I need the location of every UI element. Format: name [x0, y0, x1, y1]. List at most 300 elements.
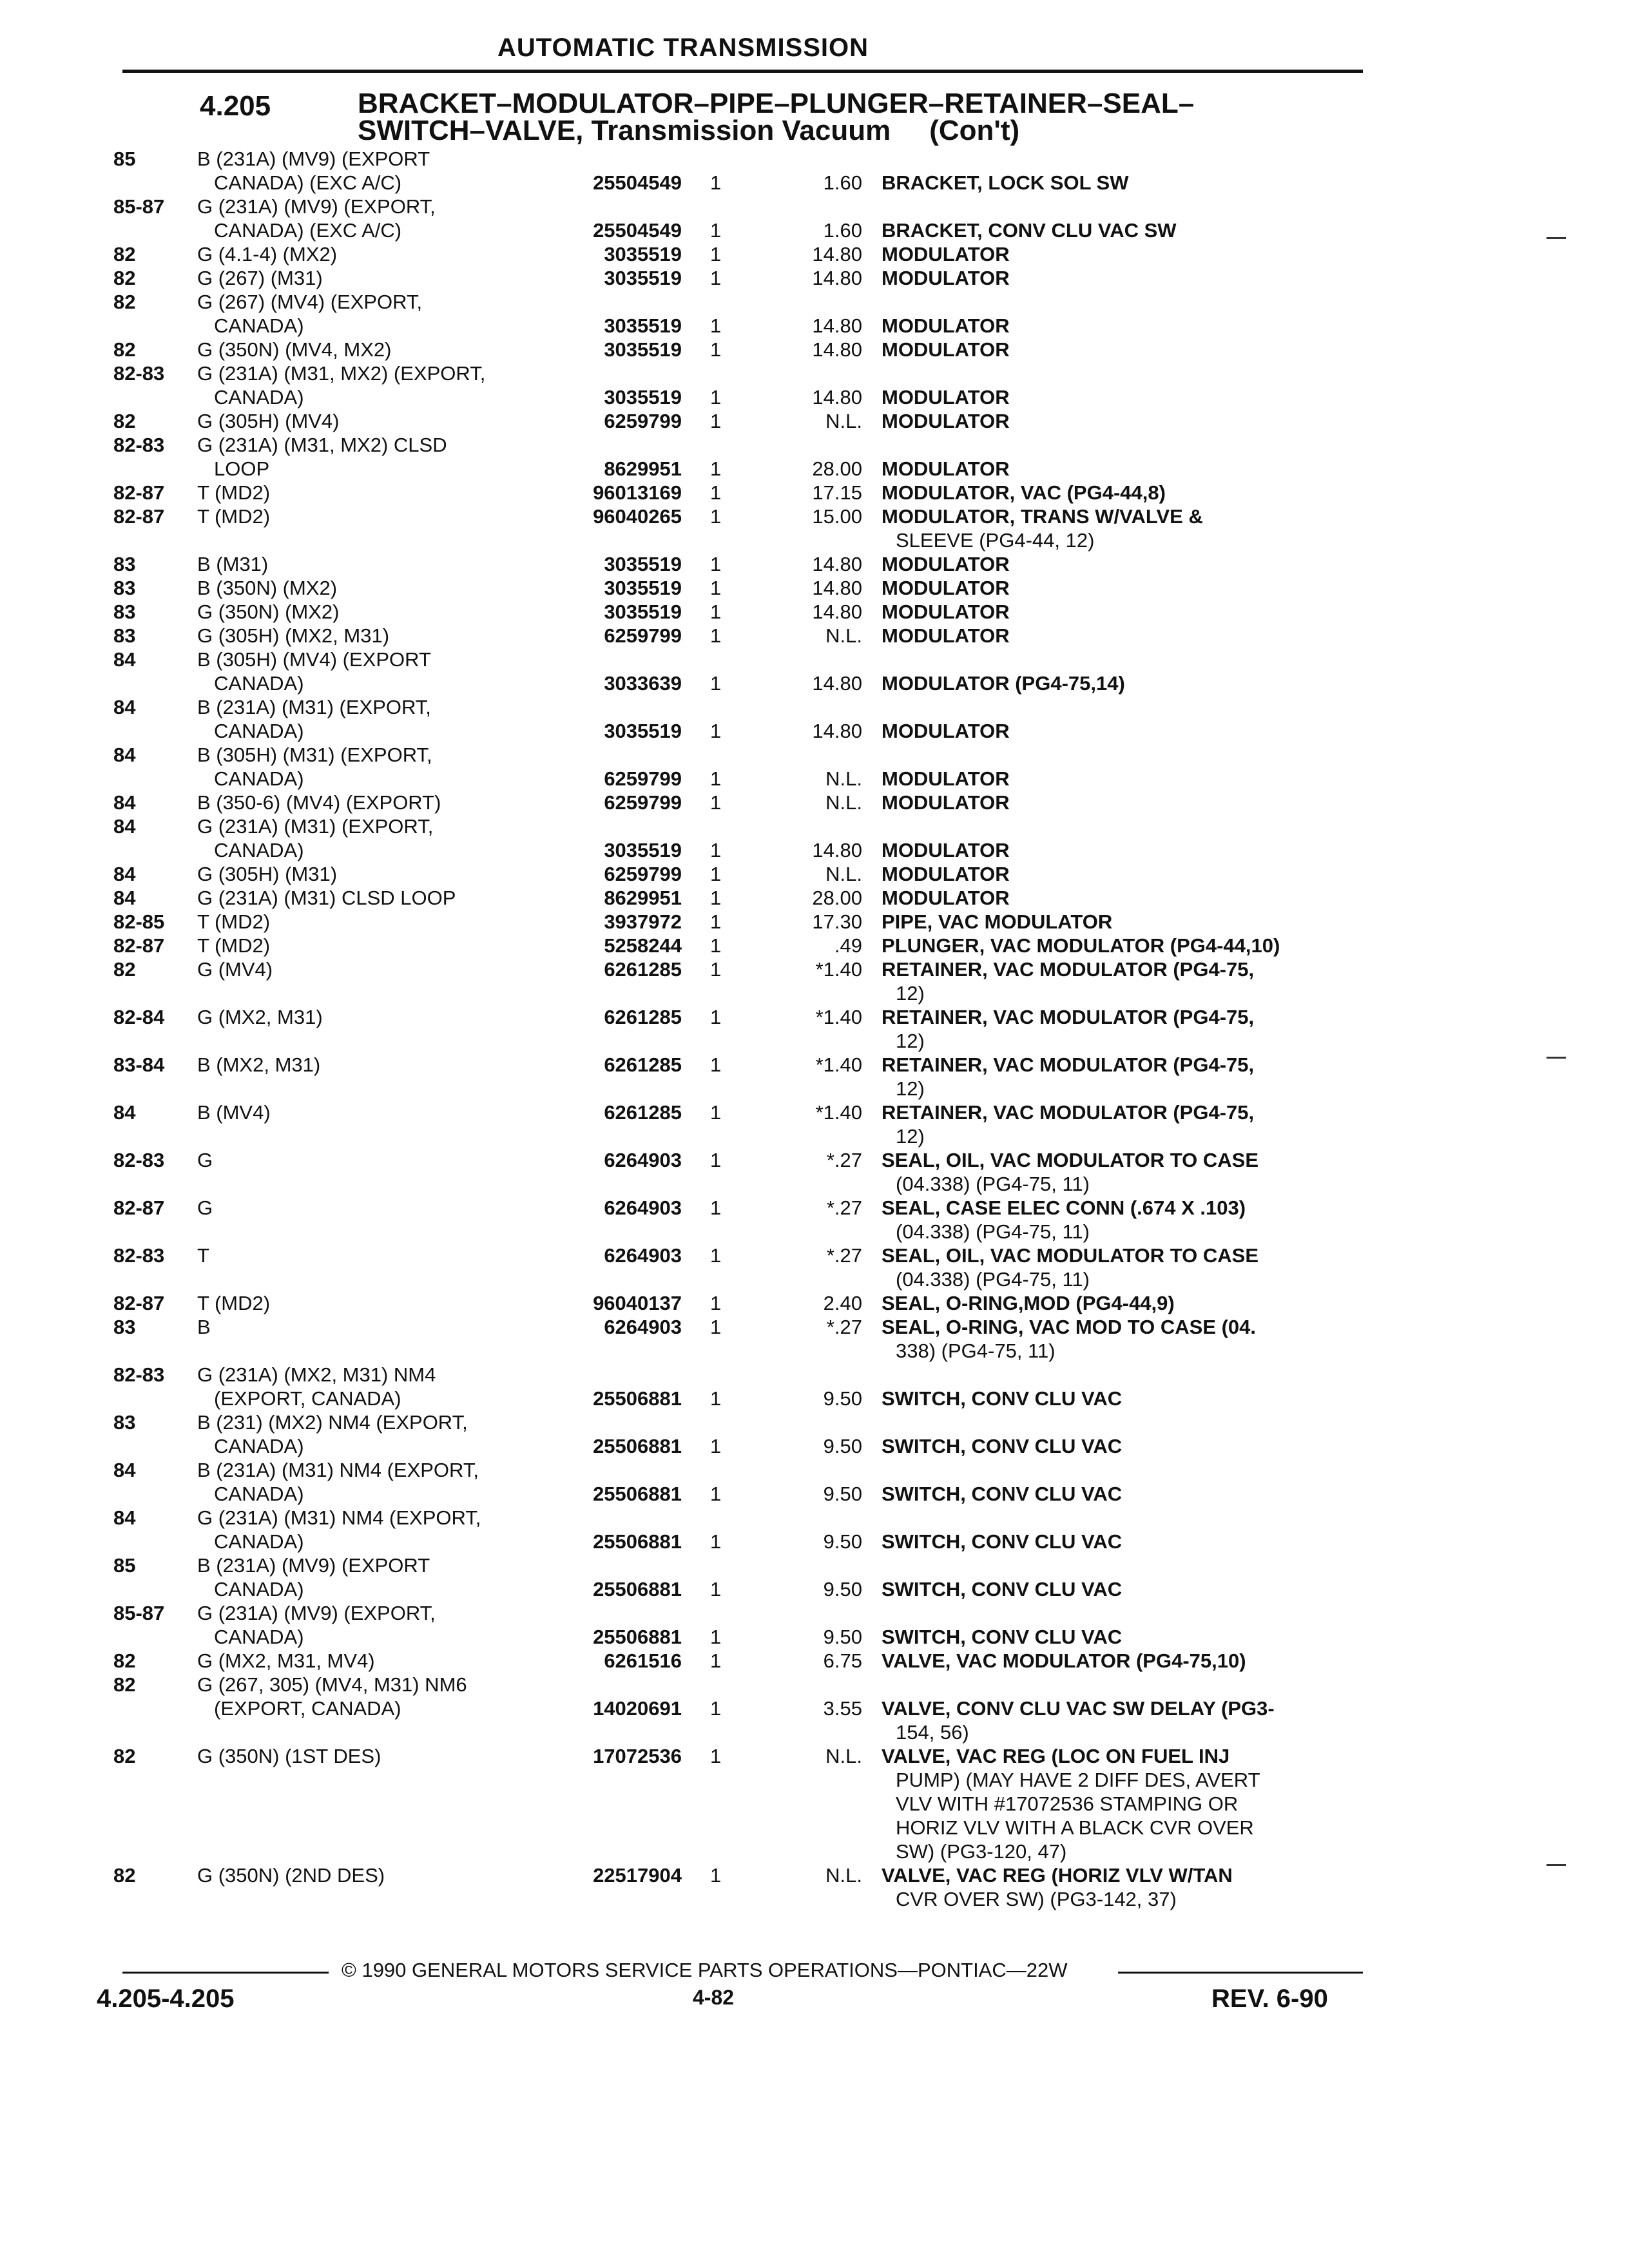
description-line: VALVE, CONV CLU VAC SW DELAY (PG3-: [882, 1697, 1275, 1720]
application: [197, 695, 431, 743]
description: [882, 1196, 1365, 1244]
application-line: B: [197, 1316, 211, 1338]
quantity: 1: [710, 1196, 722, 1219]
description: [882, 1148, 1365, 1196]
model-year: 83: [113, 624, 136, 647]
model-year: 84: [113, 1459, 136, 1481]
quantity: 1: [710, 720, 722, 742]
quantity: 1: [710, 171, 722, 194]
description-line: VALVE, VAC REG (HORIZ VLV W/TAN: [882, 1864, 1233, 1887]
description-line: 12): [896, 1077, 925, 1100]
description: [882, 1100, 1365, 1148]
quantity: 1: [710, 910, 722, 933]
application: [197, 957, 273, 981]
price: N.L.: [825, 767, 862, 790]
application: [197, 433, 447, 481]
price: *1.40: [815, 1101, 862, 1124]
application-line: T (MD2): [197, 505, 271, 528]
quantity: 1: [710, 934, 722, 957]
quantity: 1: [710, 457, 722, 480]
quantity: 1: [710, 1316, 722, 1338]
application-line: B (231) (MX2) NM4 (EXPORT,: [197, 1411, 468, 1434]
application-line: CANADA): [214, 1626, 304, 1648]
description-line: MODULATOR: [882, 863, 1010, 885]
application-line: (EXPORT, CANADA): [214, 1697, 401, 1720]
application-line: T (MD2): [197, 934, 271, 957]
part-number: 6261285: [604, 1053, 682, 1076]
model-year: 85: [113, 148, 136, 170]
quantity: 1: [710, 577, 722, 599]
application-line: CANADA): [214, 1483, 304, 1505]
quantity: 1: [710, 1626, 722, 1648]
model-year: 83-84: [113, 1053, 165, 1076]
model-year: 83: [113, 1411, 136, 1434]
price: N.L.: [825, 863, 862, 885]
price: 17.30: [812, 910, 862, 933]
quantity: 1: [710, 219, 722, 242]
application: [197, 552, 268, 576]
application-line: B (M31): [197, 553, 269, 575]
price: 3.55: [823, 1697, 862, 1720]
footer-page-number: 4-82: [693, 1986, 735, 2009]
description: [882, 338, 1365, 361]
application-line: G (231A) (M31) (EXPORT,: [197, 815, 434, 838]
price: *1.40: [815, 958, 862, 981]
part-number: 3035519: [604, 338, 682, 361]
model-year: 82: [113, 1649, 136, 1672]
description: [882, 1482, 1365, 1506]
description-line: SEAL, OIL, VAC MODULATOR TO CASE: [882, 1149, 1259, 1171]
application: [197, 1148, 213, 1172]
model-year: 82-87: [113, 481, 165, 504]
application: [197, 862, 337, 886]
application: [197, 1053, 320, 1077]
quantity: 1: [710, 958, 722, 981]
application-line: B (231A) (MV9) (EXPORT: [197, 1554, 430, 1577]
application: [197, 1601, 436, 1649]
price: 14.80: [812, 386, 862, 408]
application-line: B (MV4): [197, 1101, 271, 1124]
description: [882, 218, 1365, 242]
quantity: 1: [710, 1006, 722, 1028]
application: [197, 1410, 468, 1458]
quantity: 1: [710, 1053, 722, 1076]
price: 2.40: [823, 1292, 862, 1314]
description: [882, 862, 1365, 886]
model-year: 82-87: [113, 1292, 165, 1314]
part-number: 96040265: [593, 505, 682, 528]
application: [197, 481, 270, 505]
application: [197, 505, 270, 528]
model-year: 83: [113, 601, 136, 623]
part-number: 25504549: [593, 219, 682, 242]
application-line: G (350N) (MX2): [197, 601, 340, 623]
description: [882, 171, 1365, 195]
quantity: 1: [710, 1387, 722, 1410]
price: 28.00: [812, 887, 862, 909]
model-year: 82: [113, 338, 136, 361]
application: [197, 600, 339, 624]
application: [197, 1506, 481, 1553]
description-line: SLEEVE (PG4-44, 12): [896, 529, 1095, 552]
description-line: SWITCH, CONV CLU VAC: [882, 1483, 1123, 1505]
description-line: MODULATOR: [882, 314, 1010, 337]
part-number: 25506881: [593, 1626, 682, 1648]
price: 14.80: [812, 577, 862, 599]
model-year: 84: [113, 887, 136, 909]
description-line: SEAL, OIL, VAC MODULATOR TO CASE: [882, 1244, 1259, 1267]
description-line: CVR OVER SW) (PG3-142, 37): [896, 1888, 1177, 1910]
part-number: 25506881: [593, 1578, 682, 1600]
model-year: 82-83: [113, 1244, 165, 1267]
application-line: G (4.1-4) (MX2): [197, 243, 338, 265]
part-number: 3035519: [604, 577, 682, 599]
description-line: HORIZ VLV WITH A BLACK CVR OVER: [896, 1816, 1254, 1839]
application-line: CANADA): [214, 672, 304, 695]
description-line: RETAINER, VAC MODULATOR (PG4-75,: [882, 1006, 1255, 1028]
part-number: 3035519: [604, 601, 682, 623]
part-number: 96013169: [593, 481, 682, 504]
description: [882, 576, 1365, 600]
price: 17.15: [812, 481, 862, 504]
model-year: 82-85: [113, 910, 165, 933]
section-title-line1: BRACKET–MODULATOR–PIPE–PLUNGER–RETAINER–SEAL–: [358, 88, 1195, 119]
application: [197, 1649, 375, 1673]
quantity: 1: [710, 1244, 722, 1267]
part-number: 3033639: [604, 672, 682, 695]
price: 15.00: [812, 505, 862, 528]
application: [197, 1244, 209, 1267]
application-line: G (231A) (M31) CLSD LOOP: [197, 887, 456, 909]
application-line: G (305H) (MV4): [197, 410, 340, 432]
application-line: T (MD2): [197, 481, 271, 504]
price: 9.50: [823, 1483, 862, 1505]
part-number: 3035519: [604, 386, 682, 408]
quantity: 1: [710, 505, 722, 528]
part-number: 8629951: [604, 887, 682, 909]
section-title-line2: SWITCH–VALVE, Transmission Vacuum: [358, 115, 891, 146]
description-line: MODULATOR: [882, 386, 1010, 408]
description-line: MODULATOR: [882, 267, 1010, 289]
quantity: 1: [710, 243, 722, 265]
model-year: 82: [113, 291, 136, 313]
application-line: G (231A) (M31, MX2) (EXPORT,: [197, 362, 486, 385]
application-line: G: [197, 1196, 213, 1219]
description: [882, 385, 1365, 409]
description: [882, 552, 1365, 576]
description-line: BRACKET, LOCK SOL SW: [882, 171, 1129, 194]
quantity: 1: [710, 410, 722, 432]
margin-mark: [1547, 237, 1566, 239]
description: [882, 481, 1365, 505]
application: [197, 1005, 323, 1029]
description-line: MODULATOR: [882, 624, 1010, 647]
quantity: 1: [710, 314, 722, 337]
price: 14.80: [812, 672, 862, 695]
model-year: 84: [113, 696, 136, 718]
description: [882, 1434, 1365, 1458]
part-number: 25504549: [593, 171, 682, 194]
model-year: 85: [113, 1554, 136, 1577]
quantity: 1: [710, 267, 722, 289]
footer-copyright: © 1990 GENERAL MOTORS SERVICE PARTS OPERATIONS—PONTIAC—22W: [342, 1959, 1068, 1981]
description: [882, 457, 1365, 481]
part-number: 6259799: [604, 791, 682, 814]
application-line: G (MV4): [197, 958, 273, 981]
model-year: 83: [113, 1316, 136, 1338]
model-year: 82: [113, 1673, 136, 1696]
model-year: 84: [113, 648, 136, 671]
model-year: 82: [113, 1745, 136, 1767]
application: [197, 1863, 385, 1887]
quantity: 1: [710, 1578, 722, 1600]
description-line: 12): [896, 982, 925, 1004]
part-number: 3937972: [604, 910, 682, 933]
quantity: 1: [710, 791, 722, 814]
price: N.L.: [825, 1864, 862, 1887]
description-line: (04.338) (PG4-75, 11): [896, 1173, 1090, 1195]
application: [197, 338, 391, 361]
price: 9.50: [823, 1387, 862, 1410]
description: [882, 1744, 1365, 1863]
part-number: 25506881: [593, 1530, 682, 1553]
description: [882, 1244, 1365, 1291]
description-line: PIPE, VAC MODULATOR: [882, 910, 1113, 933]
application-line: G (350N) (2ND DES): [197, 1864, 385, 1887]
price: 9.50: [823, 1435, 862, 1457]
description-line: SWITCH, CONV CLU VAC: [882, 1387, 1123, 1410]
part-number: 14020691: [593, 1697, 682, 1720]
application: [197, 886, 456, 910]
application-line: CANADA): [214, 720, 304, 742]
part-number: 8629951: [604, 457, 682, 480]
part-number: 6264903: [604, 1244, 682, 1267]
model-year: 82-83: [113, 1149, 165, 1171]
application-line: G (231A) (M31, MX2) CLSD: [197, 434, 447, 456]
model-year: 82-87: [113, 505, 165, 528]
description-line: MODULATOR: [882, 720, 1010, 742]
application: [197, 1363, 436, 1410]
description-line: SEAL, O-RING,MOD (PG4-44,9): [882, 1292, 1175, 1314]
quantity: 1: [710, 863, 722, 885]
part-number: 22517904: [593, 1864, 682, 1887]
description-line: MODULATOR: [882, 553, 1010, 575]
description-line: MODULATOR, TRANS W/VALVE &: [882, 505, 1203, 528]
part-number: 6259799: [604, 624, 682, 647]
price: 14.80: [812, 338, 862, 361]
application-line: G (267, 305) (MV4, M31) NM6: [197, 1673, 467, 1696]
model-year: 85-87: [113, 195, 165, 218]
application-line: CANADA): [214, 1530, 304, 1553]
part-number: 5258244: [604, 934, 682, 957]
part-number: 6259799: [604, 767, 682, 790]
part-number: 6261516: [604, 1649, 682, 1672]
application: [197, 290, 422, 338]
description-line: MODULATOR: [882, 601, 1010, 623]
application-line: G (MX2, M31, MV4): [197, 1649, 375, 1672]
part-number: 6259799: [604, 410, 682, 432]
quantity: 1: [710, 672, 722, 695]
price: 14.80: [812, 267, 862, 289]
price: *1.40: [815, 1006, 862, 1028]
description: [882, 1649, 1365, 1673]
page-header-title: AUTOMATIC TRANSMISSION: [497, 34, 869, 62]
application-line: B (231A) (M31) NM4 (EXPORT,: [197, 1459, 479, 1481]
description-line: MODULATOR, VAC (PG4-44,8): [882, 481, 1166, 504]
part-number: 3035519: [604, 267, 682, 289]
application-line: CANADA) (EXC A/C): [214, 219, 402, 242]
part-number: 25506881: [593, 1387, 682, 1410]
description-line: SWITCH, CONV CLU VAC: [882, 1578, 1123, 1600]
application-line: B (305H) (MV4) (EXPORT: [197, 648, 431, 671]
application: [197, 814, 433, 862]
model-year: 82-83: [113, 1363, 165, 1386]
header-rule: [122, 70, 1363, 73]
model-year: 84: [113, 863, 136, 885]
model-year: 82: [113, 243, 136, 265]
application: [197, 266, 323, 290]
description-line: (04.338) (PG4-75, 11): [896, 1220, 1090, 1243]
application: [197, 147, 430, 195]
price: N.L.: [825, 1745, 862, 1767]
quantity: 1: [710, 1697, 722, 1720]
price: 14.80: [812, 601, 862, 623]
description-line: RETAINER, VAC MODULATOR (PG4-75,: [882, 1101, 1255, 1124]
application-line: G (350N) (MV4, MX2): [197, 338, 392, 361]
part-number: 6264903: [604, 1316, 682, 1338]
part-number: 6261285: [604, 1101, 682, 1124]
description: [882, 600, 1365, 624]
application: [197, 1315, 211, 1339]
model-year: 82: [113, 267, 136, 289]
quantity: 1: [710, 386, 722, 408]
part-number: 3035519: [604, 314, 682, 337]
application: [197, 1458, 479, 1506]
description: [882, 1387, 1365, 1410]
application-line: CANADA) (EXC A/C): [214, 171, 402, 194]
model-year: 84: [113, 1101, 136, 1124]
quantity: 1: [710, 481, 722, 504]
quantity: 1: [710, 1530, 722, 1553]
model-year: 84: [113, 815, 136, 838]
price: N.L.: [825, 410, 862, 432]
application-line: G (231A) (MV9) (EXPORT,: [197, 1602, 436, 1624]
application-line: G: [197, 1149, 213, 1171]
description-line: SEAL, CASE ELEC CONN (.674 X .103): [882, 1196, 1246, 1219]
application-line: (EXPORT, CANADA): [214, 1387, 401, 1410]
quantity: 1: [710, 1149, 722, 1171]
quantity: 1: [710, 1745, 722, 1767]
description: [882, 957, 1365, 1005]
description-line: MODULATOR: [882, 243, 1010, 265]
description-line: MODULATOR: [882, 791, 1010, 814]
description-line: MODULATOR: [882, 338, 1010, 361]
application: [197, 1196, 213, 1220]
application-line: CANADA): [214, 767, 304, 790]
application: [197, 1553, 430, 1601]
application-line: G (350N) (1ST DES): [197, 1745, 381, 1767]
quantity: 1: [710, 767, 722, 790]
model-year: 84: [113, 1506, 136, 1529]
description: [882, 791, 1365, 814]
description: [882, 934, 1365, 957]
application: [197, 1673, 467, 1720]
application: [197, 624, 389, 648]
application: [197, 1100, 271, 1124]
description: [882, 886, 1365, 910]
application-line: G (MX2, M31): [197, 1006, 323, 1028]
model-year: 82-87: [113, 934, 165, 957]
application: [197, 409, 339, 433]
description: [882, 409, 1365, 433]
price: 28.00: [812, 457, 862, 480]
part-number: 6261285: [604, 1006, 682, 1028]
price: 14.80: [812, 553, 862, 575]
application-line: T (MD2): [197, 1292, 271, 1314]
description-line: VLV WITH #17072536 STAMPING OR: [896, 1792, 1239, 1815]
margin-mark: [1547, 1057, 1566, 1059]
description: [882, 767, 1365, 791]
description-line: 12): [896, 1125, 925, 1148]
quantity: 1: [710, 624, 722, 647]
price: 9.50: [823, 1530, 862, 1553]
model-year: 82: [113, 958, 136, 981]
part-number: 96040137: [593, 1292, 682, 1314]
description: [882, 910, 1365, 934]
model-year: 82-84: [113, 1006, 165, 1028]
description: [882, 838, 1365, 862]
quantity: 1: [710, 553, 722, 575]
price: .49: [834, 934, 862, 957]
price: 6.75: [823, 1649, 862, 1672]
application-line: B (231A) (M31) (EXPORT,: [197, 696, 431, 718]
description: [882, 1863, 1365, 1911]
quantity: 1: [710, 1435, 722, 1457]
part-number: 3035519: [604, 839, 682, 861]
price: 1.60: [823, 219, 862, 242]
application: [197, 1744, 381, 1768]
application-line: G (231A) (M31) NM4 (EXPORT,: [197, 1506, 481, 1529]
quantity: 1: [710, 1864, 722, 1887]
quantity: 1: [710, 1292, 722, 1314]
section-title: [358, 90, 1194, 144]
price: 14.80: [812, 720, 862, 742]
application-line: B (305H) (M31) (EXPORT,: [197, 744, 432, 766]
description: [882, 266, 1365, 290]
description-line: 154, 56): [896, 1721, 969, 1744]
price: *.27: [826, 1316, 862, 1338]
description: [882, 314, 1365, 338]
description-line: MODULATOR: [882, 767, 1010, 790]
part-number: 17072536: [593, 1745, 682, 1767]
description-line: VALVE, VAC REG (LOC ON FUEL INJ: [882, 1745, 1230, 1767]
model-year: 82: [113, 1864, 136, 1887]
description: [882, 1291, 1365, 1315]
application-line: CANADA): [214, 1578, 304, 1600]
quantity: 1: [710, 1483, 722, 1505]
application-line: CANADA): [214, 1435, 304, 1457]
description: [882, 1577, 1365, 1601]
part-number: 6264903: [604, 1196, 682, 1219]
model-year: 85-87: [113, 1602, 165, 1624]
description: [882, 1005, 1365, 1053]
application: [197, 791, 441, 814]
description: [882, 505, 1365, 552]
description-line: 338) (PG4-75, 11): [896, 1340, 1055, 1362]
quantity: 1: [710, 1101, 722, 1124]
model-year: 82-87: [113, 1196, 165, 1219]
price: 14.80: [812, 839, 862, 861]
